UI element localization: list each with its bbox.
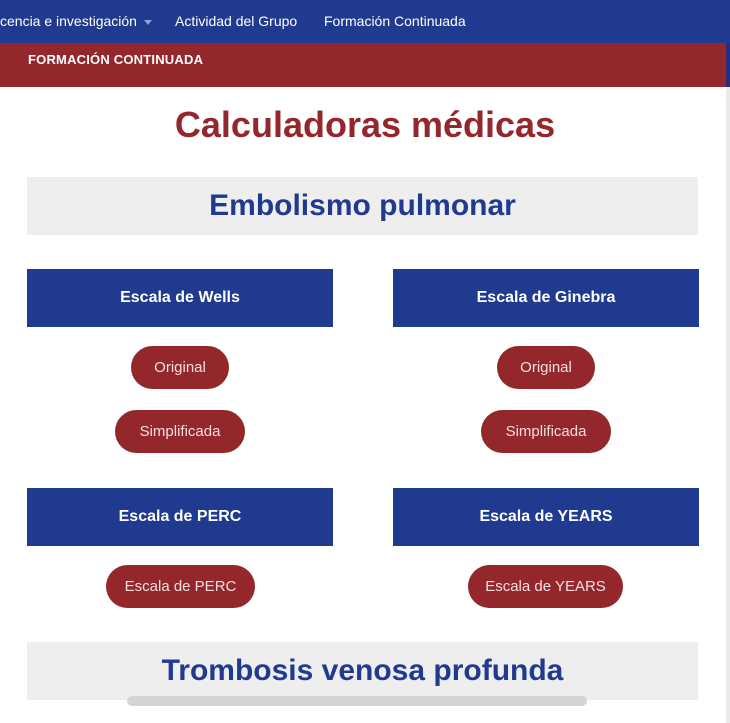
chevron-down-icon (144, 20, 152, 25)
page-title: Calculadoras médicas (174, 104, 556, 145)
page-right-edge (726, 87, 730, 723)
section-heading-trombosis: Trombosis venosa profunda (27, 642, 698, 700)
section-heading-embolismo: Embolismo pulmonar (27, 177, 698, 235)
banner-edge (726, 43, 730, 87)
nav-item-formacion[interactable]: Formación Continuada (324, 13, 466, 29)
ginebra-original-button[interactable]: Original (497, 346, 595, 389)
nav-item-label: cencia e investigación (0, 13, 137, 29)
perc-button[interactable]: Escala de PERC (106, 565, 255, 608)
ginebra-simplificada-button[interactable]: Simplificada (481, 410, 611, 453)
top-navigation (0, 0, 730, 43)
card-title-perc: Escala de PERC (27, 488, 333, 546)
nav-item-actividad[interactable]: Actividad del Grupo (175, 13, 298, 29)
card-title-wells: Escala de Wells (27, 269, 333, 327)
card-title-ginebra: Escala de Ginebra (393, 269, 699, 327)
nav-item-docencia[interactable] (0, 0, 152, 43)
horizontal-scrollbar[interactable] (127, 696, 587, 706)
card-title-years: Escala de YEARS (393, 488, 699, 546)
wells-original-button[interactable]: Original (131, 346, 229, 389)
wells-simplificada-button[interactable]: Simplificada (115, 410, 245, 453)
years-button[interactable]: Escala de YEARS (468, 565, 623, 608)
banner-title: FORMACIÓN CONTINUADA (28, 52, 204, 67)
